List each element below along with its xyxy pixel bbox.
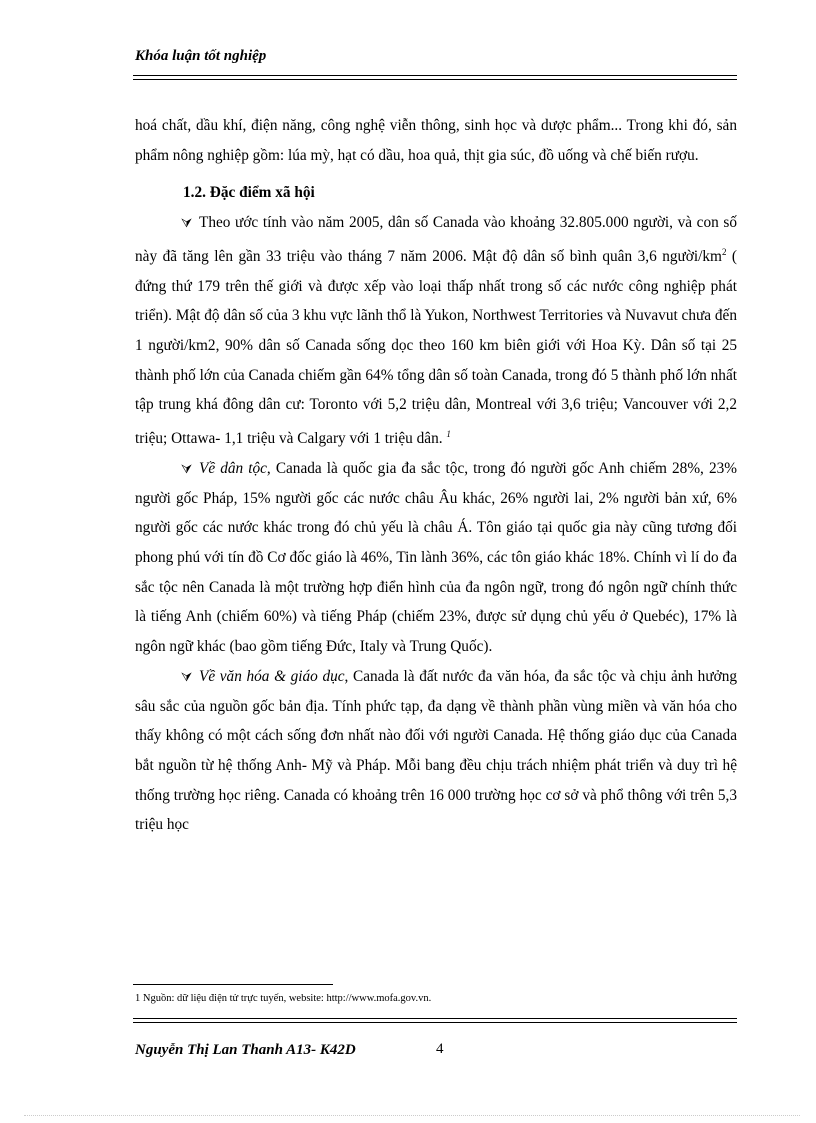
- population-text-a: Theo ước tính vào năm 2005, dân số Canada vào khoảng 32.805.000 người, và con số này đã tăng lên gần 33 triệu vào tháng 7 năm 2006. Mật độ dân số bình quân 3,6 người/km: [135, 214, 737, 265]
- page-number: 4: [436, 1041, 444, 1057]
- culture-lead: Về văn hóa & giáo dục: [199, 667, 345, 685]
- footnote-number: 1: [135, 993, 141, 1004]
- intro-paragraph: hoá chất, dầu khí, điện năng, công nghệ viễn thông, sinh học và dược phẩm... Trong khi đó, sản phẩm nông nghiệp gồm: lúa mỳ, hạt có dầu, hoa quả, thịt gia súc, đồ uống và chế biến rượu.: [135, 117, 737, 164]
- superscript-2: 2: [721, 246, 727, 257]
- ethnicity-text: , Canada là quốc gia đa sắc tộc, trong đó người gốc Anh chiếm 28%, 23% người gốc Pháp, 15% người gốc các nước châu Âu khác, 26% người lai, 2% người bản xứ, 6% người gốc các nước khác trong đó chủ yếu là châu Á. Tôn giáo tại quốc gia này cũng tương đối phong phú với tín đồ Cơ đốc giáo là 46%, Tin lành 36%, các tôn giáo khác 18%. Chính vì lí do đa sắc tộc nên Canada là một trường hợp điển hình của đa ngôn ngữ, trong đó ngôn ngữ chính thức là tiếng Anh (chiếm 60%) và tiếng Pháp (chiếm 23%, được sử dụng chủ yếu ở Quebéc), 17% là ngôn ngữ khác (bao gồm tiếng Đức, Italy và Trung Quốc).: [135, 459, 737, 656]
- paragraph-culture: [135, 662, 737, 840]
- bullet-icon: ⮛: [181, 460, 193, 476]
- paragraph-ethnicity: [135, 454, 737, 662]
- footnote-ref: 1: [446, 429, 451, 440]
- footnote: [135, 993, 431, 1004]
- population-text-b: ( đứng thứ 179 trên thế giới và được xếp vào loại thấp nhất trong số các nước công nghiệp phát triển). Mật độ dân số của 3 khu vực lãnh thổ là Yukon, Northwest Territories và Nuvavut chưa đến 1 người/km2, 90% dân số Canada sống dọc theo 160 km biên giới với Hoa Kỳ. Dân số tại 25 thành phố lớn của Canada chiếm gần 64% tổng dân số toàn Canada, trong đó 5 thành phố lớn nhất tập trung khá đông dân cư: Toronto với 5,2 triệu dân, Montreal với 3,6 triệu; Vancouver với 2,2 triệu; Ottawa- 1,1 triệu và Calgary với 1 triệu dân.: [135, 247, 738, 448]
- bullet-icon: ⮛: [181, 215, 193, 231]
- header-title: Khóa luận tốt nghiệp: [135, 48, 267, 64]
- footer-rule-bottom: [133, 1022, 737, 1023]
- bullet-icon: ⮛: [181, 668, 193, 684]
- footnote-rule: [133, 984, 333, 985]
- header-rule-bottom: [133, 79, 737, 80]
- footer-author: Nguyễn Thị Lan Thanh A13- K42D: [135, 1042, 356, 1058]
- culture-text: , Canada là đất nước đa văn hóa, đa sắc tộc và chịu ảnh hưởng sâu sắc của nguồn gốc bản địa. Tính phức tạp, đa dạng về thành phần vùng miền và văn hóa cho thấy không có một cách sống đơn nhất nào đối với người Canada. Hệ thống giáo dục của Canada bắt nguồn từ hệ thống Anh- Mỹ và Pháp. Mỗi bang đều chịu trách nhiệm phát triển và duy trì hệ thống trường học riêng. Canada có khoảng trên 16 000 trường học cơ sở và phổ thông với trên 5,3 triệu học: [135, 667, 738, 834]
- paragraph-population: [135, 208, 737, 454]
- body-text: [135, 111, 737, 840]
- section-heading: 1.2. Đặc điểm xã hội: [183, 184, 315, 202]
- page-edge-line: [24, 1115, 800, 1116]
- footnote-text: Nguồn: dữ liệu điện tử trực tuyến, website: http://www.mofa.gov.vn.: [140, 993, 432, 1004]
- footer-rule-top: [133, 1018, 737, 1019]
- header-rule-top: [133, 75, 737, 76]
- ethnicity-lead: Về dân tộc: [199, 459, 267, 477]
